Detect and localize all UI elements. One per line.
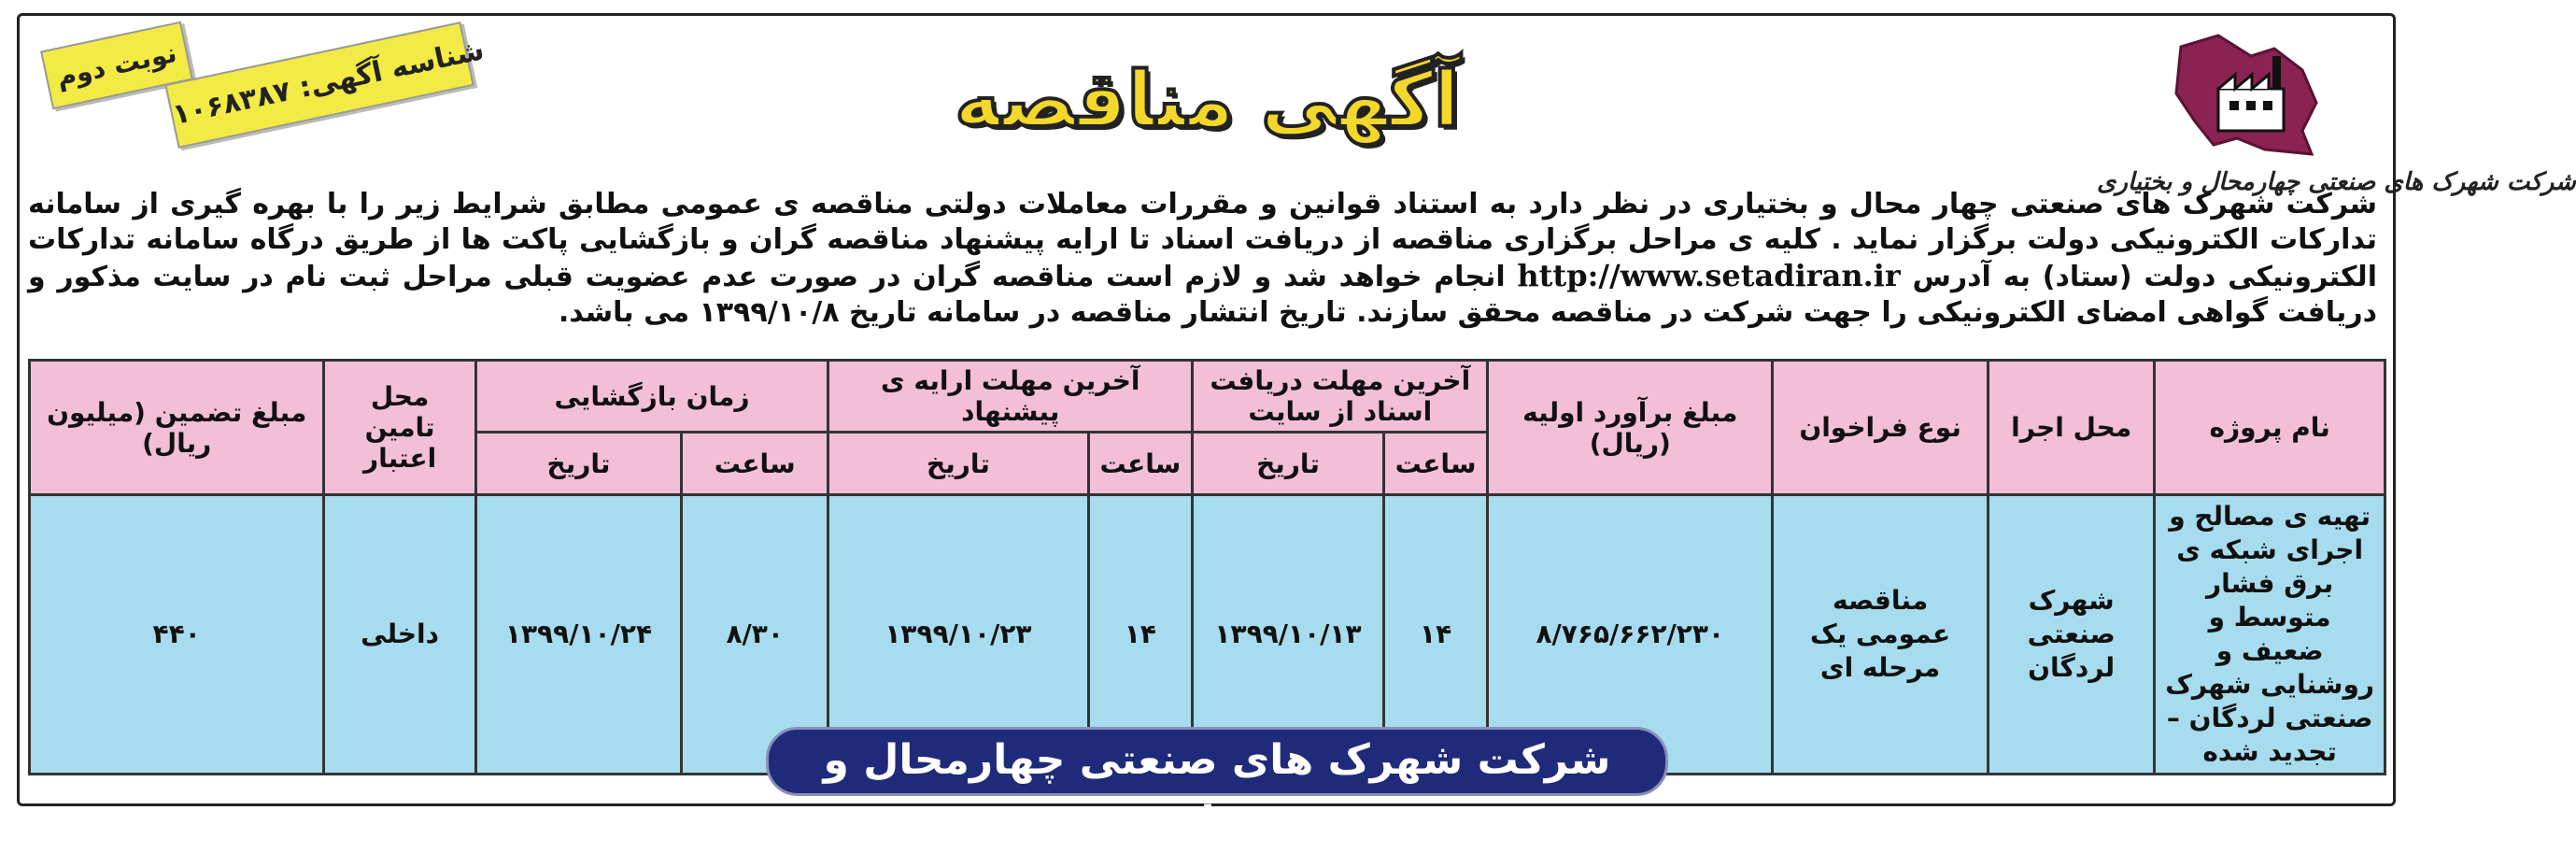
col-bid-deadline: آخرین مهلت ارایه ی پیشنهاد — [828, 361, 1193, 433]
tender-table — [28, 359, 2386, 775]
cell-estimate: ۸/۷۶۵/۶۶۲/۲۳۰ — [1488, 495, 1773, 775]
col-open-date: تاریخ — [475, 433, 681, 495]
col-doc-time: ساعت — [1383, 433, 1488, 495]
col-guarantee: مبلغ تضمین (میلیون ریال) — [30, 361, 324, 495]
col-open-time: ساعت — [682, 433, 828, 495]
cell-guarantee: ۴۴۰ — [30, 495, 324, 775]
round-badge: نوبت دوم — [40, 21, 193, 110]
intro-paragraph — [28, 187, 2377, 331]
footer-banner: شرکت شهرک های صنعتی چهارمحال و بختیاری — [766, 727, 1668, 796]
intro-text-2: انجام خواهد شد و لازم است مناقصه گران در صورت عدم عضویت قبلی مراحل ثبت نام در سایت مذکور و دریافت گواهی امضای الکترونیکی را جهت شرکت در مناقصه محقق سازند. تاریخ انتشار مناقصه در سامانه تاریخ ۱۳۹۹/۱۰/۸ می باشد. — [28, 261, 2377, 329]
intro-text-1: شرکت شهرک های صنعتی چهار محال و بختیاری در نظر دارد به استناد قوانین و مقررات معاملات دولتی مناقصه ی عمومی مطابق شرایط زیر را با بهره گیری از سامانه تدارکات الکترونیکی دولت برگزار نماید . کلیه ی مراحل برگزاری مناقصه از دریافت اسناد تا ارایه پیشنهاد مناقصه گران و بازگشایی پاکت ها از طریق درگاه سامانه تدارکات الکترونیکی دولت (ستاد) به آدرس — [28, 188, 2377, 293]
col-bid-time: ساعت — [1088, 433, 1193, 495]
cell-open-time: ۸/۳۰ — [682, 495, 828, 775]
col-estimate: مبلغ برآورد اولیه (ریال) — [1488, 361, 1773, 495]
cell-open-date: ۱۳۹۹/۱۰/۲۴ — [475, 495, 681, 775]
col-funding: محل تامین اعتبار — [324, 361, 475, 495]
table-header-row — [30, 361, 2385, 433]
cell-bid-date: ۱۳۹۹/۱۰/۲۳ — [828, 495, 1088, 775]
cell-doc-date: ۱۳۹۹/۱۰/۱۳ — [1193, 495, 1384, 775]
company-logo-text: شرکت شهرک های صنعتی چهارمحال و بختیاری — [2097, 168, 2576, 196]
col-opening: زمان بازگشایی — [475, 361, 828, 433]
col-call-type: نوع فراخوان — [1773, 361, 1989, 495]
page-title: آگهی مناقصه — [955, 56, 1460, 145]
col-location: محل اجرا — [1989, 361, 2155, 495]
col-bid-date: تاریخ — [828, 433, 1088, 495]
cell-project-name: تهیه ی مصالح و اجرای شبکه ی برق فشار متوسط و ضعیف و روشنایی شهرک صنعتی لردگان – تجدید شده — [2155, 495, 2385, 775]
cell-bid-time: ۱۴ — [1088, 495, 1193, 775]
col-doc-deadline: آخرین مهلت دریافت اسناد از سایت — [1193, 361, 1488, 433]
col-project-name: نام پروژه — [2155, 361, 2385, 495]
col-doc-date: تاریخ — [1193, 433, 1384, 495]
cell-funding: داخلی — [324, 495, 475, 775]
cell-location: شهرک صنعتی لردگان — [1989, 495, 2155, 775]
notice-id-badge: شناسه آگهی: ۱۰۶۸۳۸۷ — [164, 21, 474, 149]
website-link[interactable]: http://www.setadiran.ir — [1517, 258, 1901, 293]
cell-doc-time: ۱۴ — [1383, 495, 1488, 775]
cell-call-type: مناقصه عمومی یک مرحله ای — [1773, 495, 1989, 775]
